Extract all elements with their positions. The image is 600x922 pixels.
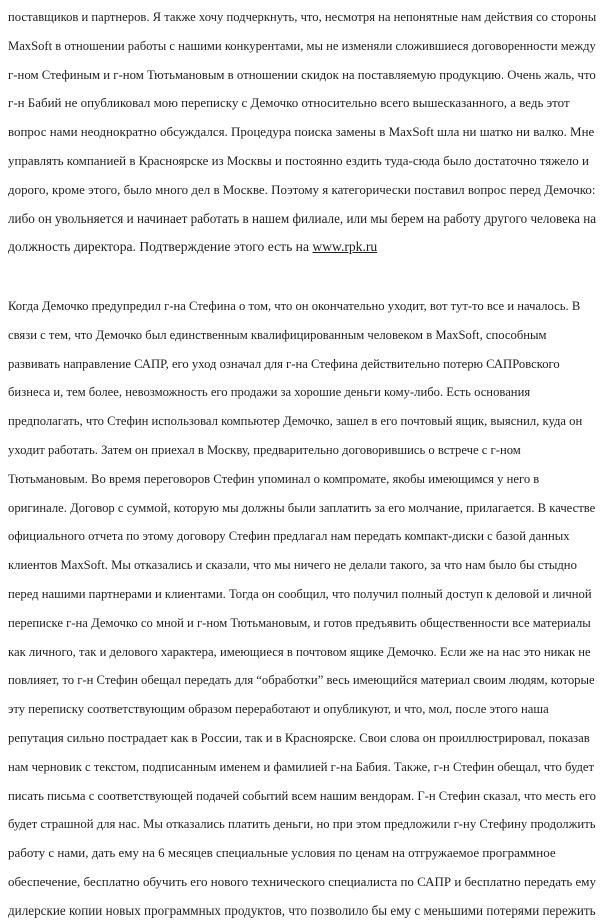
- text-line: предполагать, что Стефин использовал компьютер Демочко, зашел в его почтовый ящик, выяснил, куда он: [8, 414, 583, 429]
- website-link[interactable]: www.rpk.ru: [312, 239, 378, 255]
- text-line: переписке г-на Демочко со мной и г-ном Тютьмановым, и готов предъявить общественности все материалы: [8, 615, 591, 630]
- text-line: нам черновик с текстом, подписанным именем и фамилией г-на Бабия. Также, г-н Стефин обещал, что будет: [8, 759, 595, 774]
- text-line: дорого, кроме этого, было много дел в Москве. Поэтому я категорически поставил вопрос перед Демочко:: [8, 181, 596, 197]
- text-line: MaxSoft в отношении работы с нашими конкурентами, мы не изменяли сложившиеся договоренности между: [8, 38, 596, 53]
- text-line: эту переписку соответствующим образом переработают и опубликуют, и что, мол, после этого наша: [8, 702, 549, 717]
- text-line: как личного, так и делового характера, имеющиеся в почтовом ящике Демочко. Если же на нас это никак не: [8, 644, 591, 659]
- text-line: официального отчета по этому договору Стефин предлагал нам передать компакт-диски с базой данных: [8, 529, 570, 544]
- text-line: работу с нами, дать ему на 6 месяцев специальные условия по ценам на отгружаемое программное: [8, 845, 556, 861]
- text-line-with-link: [8, 233, 596, 262]
- text-line: оригинале. Договор с суммой, которую мы должны были заплатить за его молчание, прилагается. В качестве: [8, 500, 596, 515]
- paragraph-2: [8, 292, 596, 922]
- text-fragment: должность директора. Подтверждение этого есть на: [8, 239, 309, 255]
- text-line: связи с тем, что Демочко был единственным квалифицированным человеком в MaxSoft, способным: [8, 327, 547, 342]
- text-line: Когда Демочко предупредил г-на Стефина о том, что он окончательно уходит, вот тут-то все и началось. В: [8, 299, 581, 313]
- text-line: писать письма с соответствующей подачей событий всем нашим вендорам. Г-н Стефин сказал, что месть его: [8, 788, 596, 803]
- text-line: либо он увольняется и начинает работать в нашем филиале, или мы берем на работу другого человека на: [8, 210, 597, 226]
- text-line: развивать направление САПР, его уход означал для г-на Стефина действительно потерю САПРовского: [8, 356, 560, 371]
- paragraph-1: [8, 3, 596, 262]
- text-line: уходит работать. Затем он приехал в Москву, предварительно договорившись о встрече с г-ном: [8, 442, 521, 457]
- text-line: г-н Бабий не опубликовал мою переписку с Демочко относительно всего вышесказанного, а ведь этот: [8, 95, 570, 111]
- text-line: поставщиков и партнеров. Я также хочу подчеркнуть, что, несмотря на непонятные нам действия со стороны: [8, 10, 597, 24]
- text-line: г-ном Стефиным и г-ном Тютьмановым в отношении скидок на поставляемую продукцию. Очень жаль, что: [8, 67, 596, 82]
- text-line: вопрос нами неоднократно обсуждался. Процедура поиска замены в MaxSoft шла ни шатко ни валко. Мне: [8, 124, 595, 140]
- text-line: репутация сильно пострадает как в России, так и в Красноярске. Свои слова он проиллюстрировал, показав: [8, 730, 590, 745]
- text-line: дилерские копии новых программных продуктов, что позволило бы ему с меньшими потерями пережить: [8, 902, 596, 918]
- text-line: клиентов MaxSoft. Мы отказались и сказали, что мы ничего не делали такого, за что нам было бы стыдно: [8, 558, 577, 573]
- text-line: перед нашими партнерами и клиентами. Тогда он сообщил, что получил полный доступ к деловой и личной: [8, 586, 592, 601]
- text-line: будет страшной для нас. Мы отказались платить деньги, но при этом предложили г-ну Стефину продолжить: [8, 817, 596, 832]
- text-line: Тютьмановым. Во время переговоров Стефин упоминал о компромате, якобы имеющимся у него в: [8, 471, 540, 486]
- text-line: бизнеса и, тем более, невозможность его продажи за хорошие деньги кому-либо. Есть основания: [8, 385, 531, 400]
- text-line: повлияет, то г-н Стефин обещал передать для “обработки” весь имеющийся материал своим людям, которые: [8, 673, 595, 688]
- text-line: обеспечение, бесплатно обучить его нового технического специалиста по САПР и бесплатно передать ему: [8, 873, 596, 889]
- text-line: управлять компанией в Красноярске из Москвы и постоянно ездить туда-сюда было достаточно тяжело и: [8, 152, 589, 168]
